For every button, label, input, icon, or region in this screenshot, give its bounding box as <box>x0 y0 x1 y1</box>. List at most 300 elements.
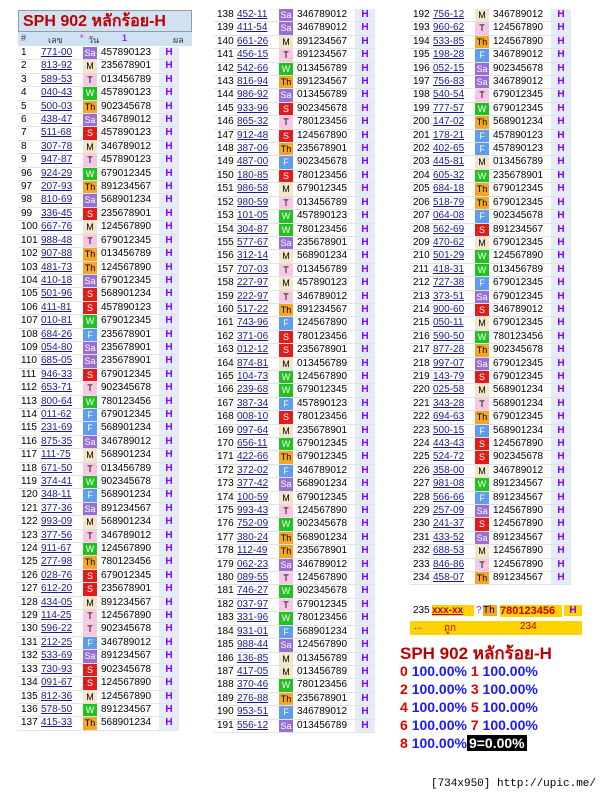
digit-set: 902345678 <box>97 100 159 113</box>
col-one: 1 <box>122 33 128 43</box>
day-badge: W <box>279 370 293 383</box>
table-row <box>18 114 179 127</box>
table-row <box>410 236 571 249</box>
table-row <box>214 210 375 223</box>
table-row <box>214 116 375 129</box>
digit-set: 124567890 <box>293 572 355 585</box>
digit-set: 124567890 <box>489 35 551 48</box>
result-cell: H <box>159 677 179 690</box>
result-cell: H <box>355 639 375 652</box>
day-badge: T <box>83 462 97 475</box>
digit-set: 679012345 <box>489 277 551 290</box>
table-row <box>18 368 179 381</box>
digit-set: 679012345 <box>293 451 355 464</box>
lottery-number: 953-51 <box>237 706 279 719</box>
digit-set: 013456789 <box>293 665 355 678</box>
row-number: 156 <box>214 250 237 263</box>
day-badge: M <box>279 277 293 290</box>
digit-set: 568901234 <box>293 478 355 491</box>
day-badge: S <box>279 169 293 182</box>
row-number: 189 <box>214 692 237 705</box>
table-row <box>410 330 571 343</box>
day-badge: F <box>475 491 489 504</box>
digit-set: 235678901 <box>293 424 355 437</box>
day-badge: W <box>83 703 97 716</box>
lottery-number: 542-66 <box>237 62 279 75</box>
lottery-number: 771-00 <box>41 47 83 60</box>
day-badge: T <box>83 529 97 542</box>
day-badge: F <box>475 129 489 142</box>
stat-row <box>400 698 538 716</box>
row-number: 201 <box>410 129 433 142</box>
table-row <box>410 76 571 89</box>
lottery-number: 402-65 <box>433 143 475 156</box>
result-cell: H <box>159 154 179 167</box>
day-badge: Sa <box>84 651 96 662</box>
row-number: 176 <box>214 518 237 531</box>
row-number: 162 <box>214 330 237 343</box>
row-number: 115 <box>18 422 41 435</box>
table-row <box>214 572 375 585</box>
row-number: 96 <box>18 167 41 180</box>
stat-value: 100.00% <box>411 681 467 697</box>
digit-set: 457890123 <box>97 301 159 314</box>
table-row <box>410 518 571 531</box>
result-cell: H <box>355 129 375 142</box>
table-row <box>214 424 375 437</box>
result-cell: H <box>159 127 179 140</box>
digit-set: 780123456 <box>97 556 159 569</box>
row-number: 104 <box>18 274 41 287</box>
result-cell: H <box>355 491 375 504</box>
table-row <box>214 303 375 316</box>
day-badge: T <box>279 263 293 276</box>
pending-day: Th <box>483 605 497 616</box>
row-number: 183 <box>214 612 237 625</box>
digit-set: 679012345 <box>97 234 159 247</box>
day-badge: Th <box>280 77 292 88</box>
day-badge: T <box>475 558 489 571</box>
day-badge: Th <box>476 345 488 356</box>
table-row <box>214 585 375 598</box>
day-badge: S <box>475 438 489 451</box>
row-number: 141 <box>214 49 237 62</box>
digit-set: 568901234 <box>97 194 159 207</box>
day-badge: W <box>475 330 489 343</box>
result-cell: H <box>159 274 179 287</box>
result-cell: H <box>159 395 179 408</box>
day-badge: F <box>83 489 97 502</box>
result-cell: H <box>551 102 571 115</box>
lottery-number: 730-93 <box>41 663 83 676</box>
table-row <box>214 531 375 544</box>
result-cell: H <box>551 49 571 62</box>
table-row <box>18 703 179 716</box>
digit-set: 679012345 <box>489 370 551 383</box>
stat-key: 4 <box>400 699 408 715</box>
lottery-number: 997-07 <box>433 357 475 370</box>
digit-set: 235678901 <box>293 143 355 156</box>
result-cell: H <box>159 610 179 623</box>
day-badge: T <box>83 73 97 86</box>
lottery-number: 458-07 <box>433 572 475 585</box>
digit-set: 902345678 <box>293 518 355 531</box>
table-row <box>410 558 571 571</box>
row-number: 206 <box>410 196 433 209</box>
digit-set: 679012345 <box>97 368 159 381</box>
table-row <box>214 290 375 303</box>
row-number: 187 <box>214 665 237 678</box>
lottery-number: 470-62 <box>433 236 475 249</box>
table-row <box>410 491 571 504</box>
row-number: 208 <box>410 223 433 236</box>
row-number: 114 <box>18 408 41 421</box>
digit-set: 780123456 <box>293 116 355 129</box>
digit-set: 013456789 <box>293 89 355 102</box>
table-row <box>18 677 179 690</box>
stat-row <box>400 680 538 698</box>
digit-set: 891234567 <box>293 35 355 48</box>
table-row <box>214 384 375 397</box>
digit-set: 124567890 <box>489 505 551 518</box>
digit-set: 457890123 <box>489 143 551 156</box>
result-cell: H <box>355 49 375 62</box>
result-cell: H <box>159 368 179 381</box>
lottery-number: 276-88 <box>237 692 279 705</box>
result-cell: H <box>159 650 179 663</box>
day-badge: W <box>279 62 293 75</box>
lottery-number: 198-28 <box>433 49 475 62</box>
digit-set: 679012345 <box>293 384 355 397</box>
table-row <box>410 129 571 142</box>
row-number: 123 <box>18 529 41 542</box>
table-row <box>410 357 571 370</box>
table-row <box>410 102 571 115</box>
table-row <box>410 22 571 35</box>
result-cell: H <box>159 569 179 582</box>
row-number: 3 <box>18 73 41 86</box>
row-number: 111 <box>18 368 41 381</box>
day-badge: S <box>83 663 97 676</box>
table-row <box>18 408 179 421</box>
digit-set: 457890123 <box>489 129 551 142</box>
lottery-number: 671-50 <box>41 462 83 475</box>
digit-set: 124567890 <box>97 610 159 623</box>
table-row <box>214 76 375 89</box>
lottery-number: 816-94 <box>237 76 279 89</box>
digit-set: 346789012 <box>293 706 355 719</box>
day-badge: T <box>279 49 293 62</box>
day-badge: W <box>475 263 489 276</box>
result-cell: H <box>355 397 375 410</box>
lottery-number: 418-31 <box>433 263 475 276</box>
col-day: วัน <box>88 35 100 45</box>
day-badge: F <box>475 277 489 290</box>
digit-set: 235678901 <box>293 692 355 705</box>
result-cell: H <box>159 476 179 489</box>
result-cell: H <box>355 719 375 732</box>
digit-set: 902345678 <box>489 451 551 464</box>
lottery-number: 054-80 <box>41 341 83 354</box>
table-row <box>18 221 179 234</box>
row-number: 133 <box>18 663 41 676</box>
result-cell: H <box>159 543 179 556</box>
row-number: 213 <box>410 290 433 303</box>
day-badge: S <box>475 518 489 531</box>
result-cell: H <box>159 502 179 515</box>
day-badge: Th <box>280 693 292 704</box>
result-cell: H <box>159 87 179 100</box>
lottery-number: 411-81 <box>41 301 83 314</box>
digit-set: 679012345 <box>489 102 551 115</box>
stat-key: 3 <box>470 681 479 697</box>
row-number: 98 <box>18 194 41 207</box>
result-cell: H <box>159 408 179 421</box>
day-badge: W <box>279 679 293 692</box>
result-cell: H <box>159 623 179 636</box>
row-number: 160 <box>214 303 237 316</box>
result-cell: H <box>551 76 571 89</box>
table-row <box>18 73 179 86</box>
day-badge: Sa <box>280 479 292 490</box>
lottery-number: 312-14 <box>237 250 279 263</box>
stat-row <box>400 734 538 752</box>
table-row <box>214 612 375 625</box>
row-number: 143 <box>214 76 237 89</box>
day-badge: Sa <box>280 640 292 651</box>
lottery-number: 143-79 <box>433 370 475 383</box>
col-star: * <box>80 33 84 43</box>
row-number: 218 <box>410 357 433 370</box>
day-badge: W <box>83 167 97 180</box>
lottery-number: 813-92 <box>41 60 83 73</box>
digit-set: 457890123 <box>293 397 355 410</box>
table-row <box>214 679 375 692</box>
table-row <box>18 355 179 368</box>
digit-set: 891234567 <box>97 596 159 609</box>
day-badge: M <box>279 183 293 196</box>
lottery-number: 434-05 <box>41 596 83 609</box>
lottery-number: 501-96 <box>41 288 83 301</box>
day-badge: M <box>83 690 97 703</box>
row-number: 102 <box>18 248 41 261</box>
table-row <box>214 183 375 196</box>
row-number: 226 <box>410 464 433 477</box>
result-cell: H <box>159 556 179 569</box>
lottery-number: 661-26 <box>237 35 279 48</box>
lottery-number: 207-93 <box>41 181 83 194</box>
lottery-number: 596-22 <box>41 623 83 636</box>
result-cell: H <box>159 663 179 676</box>
row-number: 230 <box>410 518 433 531</box>
day-badge: T <box>279 572 293 585</box>
lottery-number: 008-10 <box>237 411 279 424</box>
day-badge: M <box>83 449 97 462</box>
lottery-number: 422-66 <box>237 451 279 464</box>
day-badge: F <box>279 625 293 638</box>
result-cell: H <box>355 236 375 249</box>
result-cell: H <box>355 169 375 182</box>
lottery-number: 307-78 <box>41 140 83 153</box>
result-cell: H <box>159 717 179 730</box>
table-row <box>214 692 375 705</box>
table-row <box>214 102 375 115</box>
table-row <box>18 569 179 582</box>
day-badge: Th <box>84 249 96 260</box>
day-badge: S <box>475 303 489 316</box>
table-row <box>18 315 179 328</box>
result-cell: H <box>551 397 571 410</box>
day-badge: Sa <box>476 77 488 88</box>
day-badge: Th <box>476 184 488 195</box>
digit-set: 568901234 <box>489 384 551 397</box>
stat-value: 100.00% <box>482 663 538 679</box>
digit-set: 568901234 <box>97 516 159 529</box>
digit-set: 679012345 <box>489 196 551 209</box>
lottery-number: 417-05 <box>237 665 279 678</box>
result-cell: H <box>355 143 375 156</box>
digit-set: 235678901 <box>97 207 159 220</box>
lottery-number: 667-76 <box>41 221 83 234</box>
digit-set: 346789012 <box>489 76 551 89</box>
digit-set: 891234567 <box>293 303 355 316</box>
day-badge: M <box>83 140 97 153</box>
summary-stats <box>400 662 538 752</box>
lottery-number: 178-21 <box>433 129 475 142</box>
row-number: 128 <box>18 596 41 609</box>
day-badge: Sa <box>84 275 96 286</box>
result-cell: H <box>355 531 375 544</box>
result-cell: H <box>159 449 179 462</box>
digit-set: 780123456 <box>489 330 551 343</box>
row-number: 151 <box>214 183 237 196</box>
day-badge: Th <box>476 197 488 208</box>
day-badge: T <box>279 598 293 611</box>
digit-set: 679012345 <box>97 167 159 180</box>
result-cell: H <box>355 223 375 236</box>
digit-set: 235678901 <box>97 355 159 368</box>
footer-caption: [734x950] http://upic.me/ <box>430 778 596 790</box>
row-number: 234 <box>410 572 433 585</box>
row-number: 107 <box>18 315 41 328</box>
row-number: 112 <box>18 382 41 395</box>
lottery-number: 800-64 <box>41 395 83 408</box>
row-number: 207 <box>410 210 433 223</box>
row-number: 203 <box>410 156 433 169</box>
result-cell: H <box>159 73 179 86</box>
row-number: 212 <box>410 277 433 290</box>
digit-set: 346789012 <box>293 290 355 303</box>
digit-set: 902345678 <box>489 344 551 357</box>
row-number: 135 <box>18 690 41 703</box>
result-cell: H <box>159 690 179 703</box>
row-number: 154 <box>214 223 237 236</box>
stat-key: 2 <box>400 681 408 697</box>
table-row <box>410 438 571 451</box>
lottery-number: 605-32 <box>433 169 475 182</box>
lottery-number: 960-62 <box>433 22 475 35</box>
day-badge: M <box>475 384 489 397</box>
table-row <box>410 384 571 397</box>
lottery-number: 746-27 <box>237 585 279 598</box>
result-cell: H <box>551 317 571 330</box>
row-number: 215 <box>410 317 433 330</box>
result-cell: H <box>551 572 571 585</box>
row-number: 155 <box>214 236 237 249</box>
lottery-number: 656-11 <box>237 438 279 451</box>
table-row <box>214 518 375 531</box>
table-row <box>214 223 375 236</box>
row-number: 161 <box>214 317 237 330</box>
day-badge: W <box>475 250 489 263</box>
result-cell: H <box>355 330 375 343</box>
digit-set: 679012345 <box>489 411 551 424</box>
row-number: 152 <box>214 196 237 209</box>
row-number: 6 <box>18 114 41 127</box>
stat-value: 100.00% <box>411 663 467 679</box>
table-row <box>214 263 375 276</box>
result-cell: H <box>159 100 179 113</box>
digit-set: 568901234 <box>293 625 355 638</box>
digit-set: 780123456 <box>293 679 355 692</box>
lottery-number: 012-12 <box>237 344 279 357</box>
lottery-number: 372-02 <box>237 464 279 477</box>
lottery-number: 380-24 <box>237 531 279 544</box>
lottery-number: 064-08 <box>433 210 475 223</box>
lottery-number: 501-29 <box>433 250 475 263</box>
result-cell: H <box>551 210 571 223</box>
row-number: 139 <box>214 22 237 35</box>
result-cell: H <box>355 303 375 316</box>
digit-set: 891234567 <box>489 491 551 504</box>
table-row <box>18 127 179 140</box>
day-badge: W <box>83 87 97 100</box>
lottery-number: 343-28 <box>433 397 475 410</box>
table-row <box>214 250 375 263</box>
day-badge: W <box>279 518 293 531</box>
digit-set: 780123456 <box>293 330 355 343</box>
total-label: ถูก <box>444 623 457 634</box>
day-badge: Th <box>280 452 292 463</box>
summary-title: SPH 902 หลักร้อย-H <box>400 644 552 663</box>
table-row <box>18 100 179 113</box>
day-badge: S <box>83 127 97 140</box>
result-cell: H <box>355 692 375 705</box>
result-cell: H <box>355 116 375 129</box>
row-number: 163 <box>214 344 237 357</box>
table-row <box>214 665 375 678</box>
lottery-number: 874-81 <box>237 357 279 370</box>
table-row <box>214 478 375 491</box>
table-row <box>214 411 375 424</box>
result-cell: H <box>551 129 571 142</box>
day-badge: F <box>475 210 489 223</box>
day-badge: T <box>475 22 489 35</box>
result-cell: H <box>355 665 375 678</box>
day-badge: M <box>279 424 293 437</box>
lottery-number: 500-03 <box>41 100 83 113</box>
table-row <box>410 277 571 290</box>
table-row <box>18 328 179 341</box>
table-row <box>410 116 571 129</box>
day-badge: F <box>279 317 293 330</box>
row-number: 134 <box>18 677 41 690</box>
table-row <box>18 167 179 180</box>
row-number: 228 <box>410 491 433 504</box>
stat-key: 1 <box>470 663 479 679</box>
day-badge: Sa <box>280 720 292 731</box>
day-badge: Sa <box>476 506 488 517</box>
